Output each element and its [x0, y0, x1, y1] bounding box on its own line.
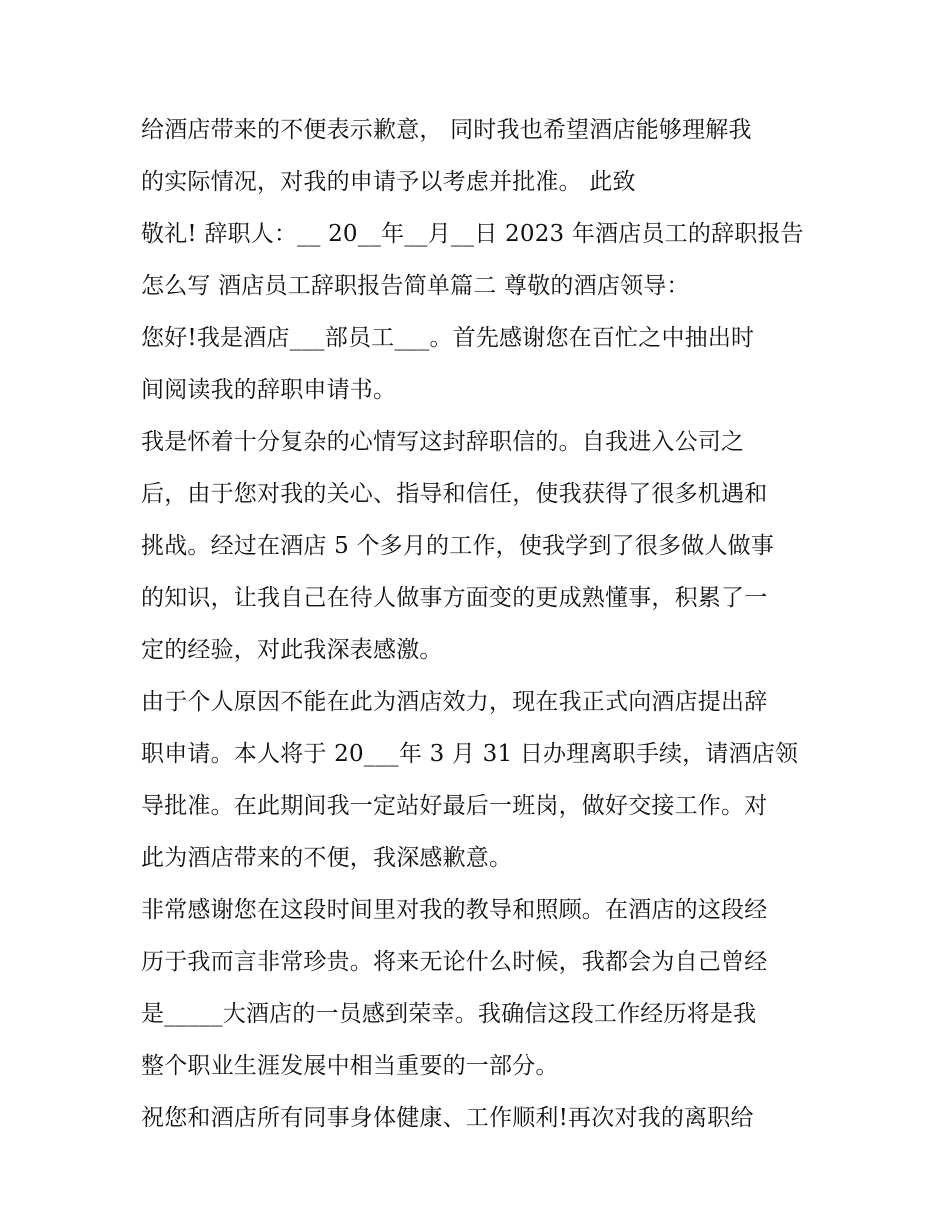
- document-body: [141, 104, 821, 1144]
- text-line: 祝您和酒店所有同事身体健康、工作顺利!再次对我的离职给: [141, 1105, 754, 1131]
- text-line: 怎么写 酒店员工辞职报告简单篇二 尊敬的酒店领导：: [141, 273, 690, 299]
- text-line: 此为酒店带来的不便，我深感歉意。: [141, 845, 513, 871]
- text-line: 由于个人原因不能在此为酒店效力，现在我正式向酒店提出辞: [141, 689, 768, 715]
- text-line: 历于我而言非常珍贵。将来无论什么时候，我都会为自己曾经: [141, 949, 768, 975]
- text-line: 敬礼! 辞职人：__ 20__年__月__日 2023 年酒店员工的辞职报告: [141, 221, 804, 247]
- text-line: 后，由于您对我的关心、指导和信任，使我获得了很多机遇和: [141, 481, 768, 507]
- text-line: 职申请。本人将于 20___年 3 月 31 日办理离职手续，请酒店领: [141, 741, 799, 767]
- text-line: 是_____大酒店的一员感到荣幸。我确信这段工作经历将是我: [141, 1001, 757, 1027]
- text-line: 非常感谢您在这段时间里对我的教导和照顾。在酒店的这段经: [141, 897, 768, 923]
- text-line: 间阅读我的辞职申请书。: [141, 377, 397, 403]
- text-line: 整个职业生涯发展中相当重要的一部分。: [141, 1053, 559, 1079]
- text-line: 定的经验，对此我深表感激。: [141, 637, 443, 663]
- text-line: 给酒店带来的不便表示歉意， 同时我也希望酒店能够理解我: [141, 117, 752, 143]
- text-line: 导批准。在此期间我一定站好最后一班岗，做好交接工作。对: [141, 793, 768, 819]
- text-line: 的知识，让我自己在待人做事方面变的更成熟懂事，积累了一: [141, 585, 768, 611]
- text-line: 您好!我是酒店___部员工___。首先感谢您在百忙之中抽出时: [141, 325, 755, 351]
- text-line: 我是怀着十分复杂的心情写这封辞职信的。自我进入公司之: [141, 429, 745, 455]
- text-line: 挑战。经过在酒店 5 个多月的工作，使我学到了很多做人做事: [141, 533, 775, 559]
- text-line: 的实际情况，对我的申请予以考虑并批准。 此致: [141, 169, 636, 195]
